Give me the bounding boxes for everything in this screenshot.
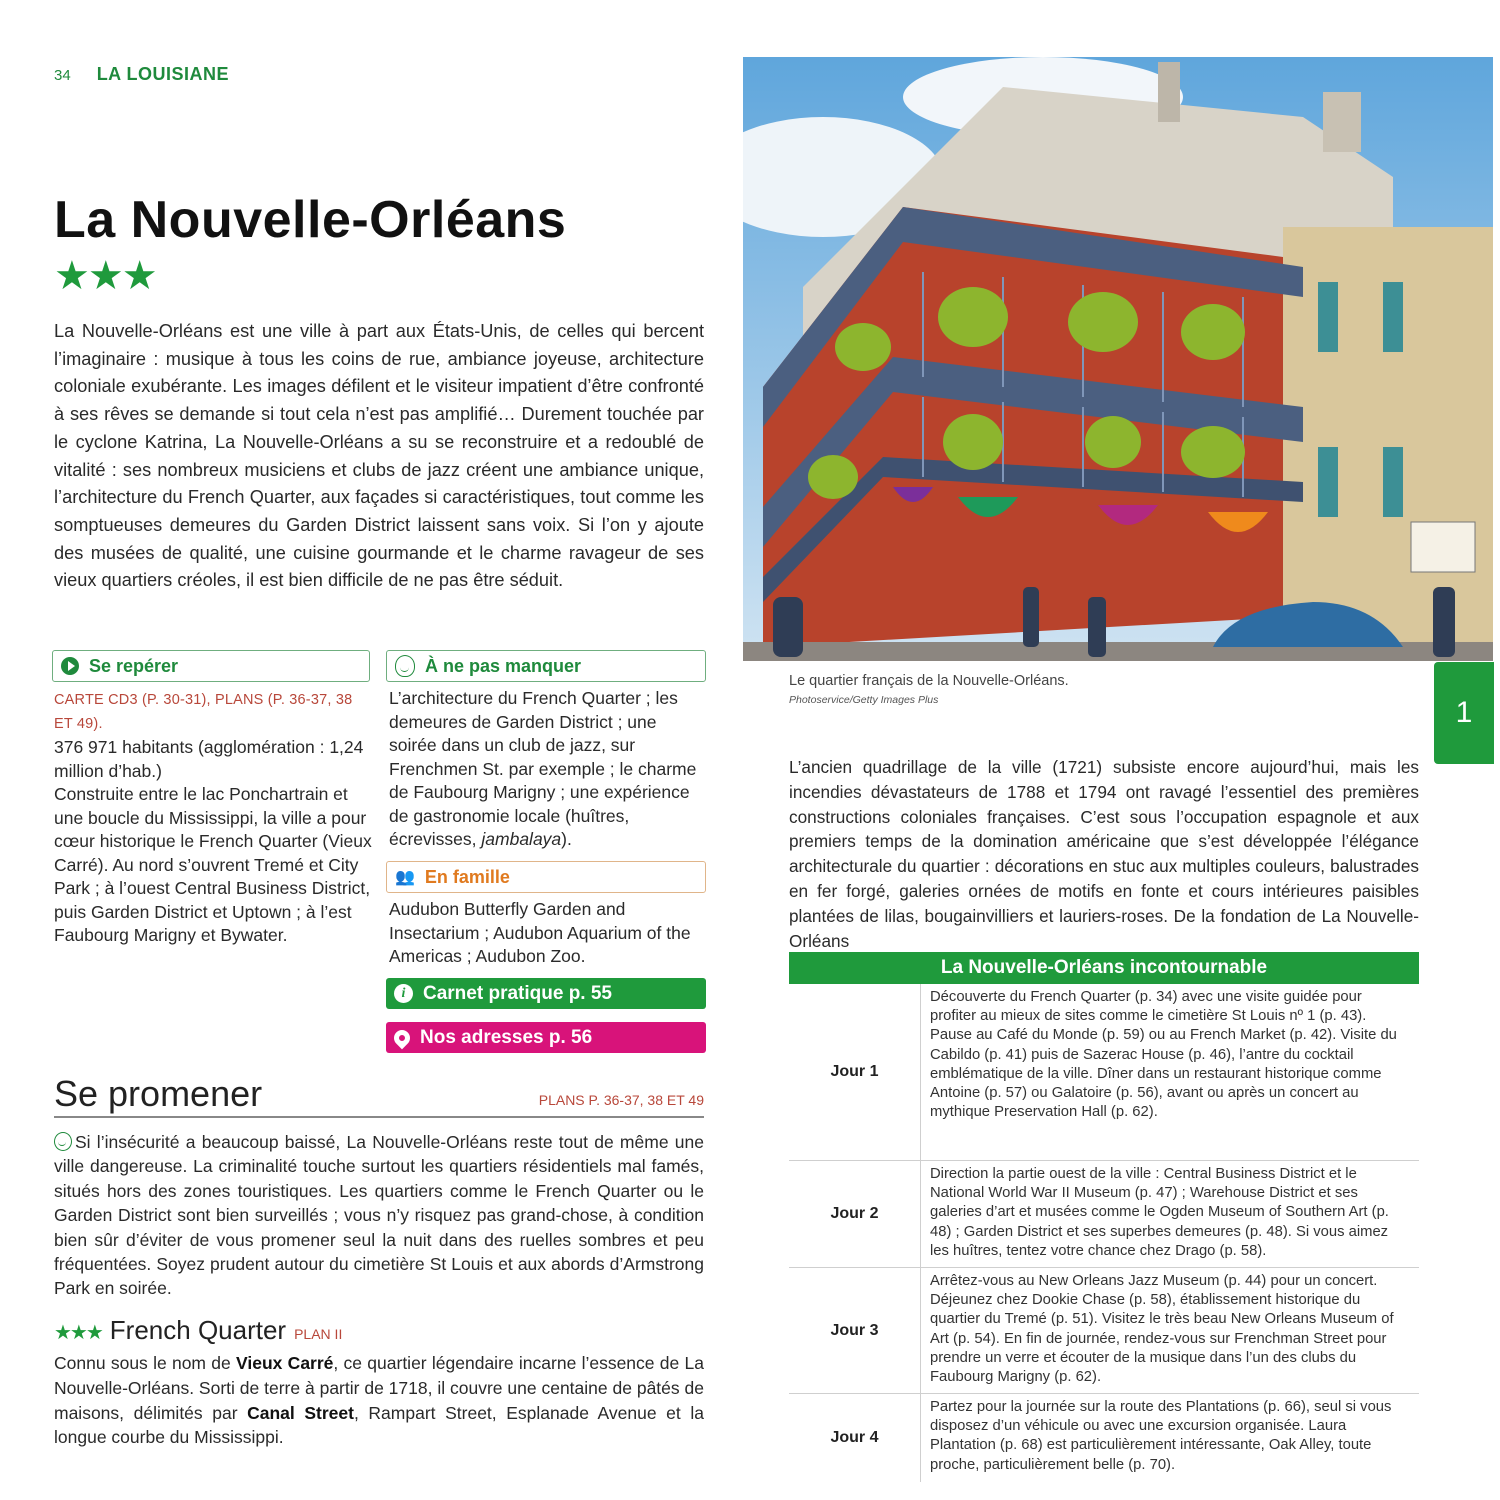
map-pin-icon	[391, 1026, 414, 1049]
photo-caption: Le quartier français de la Nouvelle-Orléans.	[789, 673, 1069, 689]
french-quarter-ref: PLAN II	[294, 1326, 343, 1342]
section-name: LA LOUISIANE	[96, 64, 230, 84]
chapter-tab[interactable]: 1	[1434, 662, 1494, 764]
a-ne-pas-manquer-header	[386, 650, 706, 682]
fq-text-2: , ce quartier légendaire incarne l’essence de La Nouvelle-Orléans. Sorti de terre à partir de 1718, il couvre une centaine de pâtés de maisons, délimités par	[54, 1353, 704, 1423]
en-famille-content: Audubon Butterfly Garden and Insectarium ; Audubon Aquarium of the Americas ; Audubon Zoo.	[389, 899, 691, 966]
a-ne-pas-manquer-content	[389, 687, 709, 852]
se-promener-heading: Se promener	[54, 1073, 263, 1114]
se-promener-text: Si l’insécurité a beaucoup baissé, La Nouvelle-Orléans reste tout de même une ville dangereuse. La criminalité touche surtout les quartiers résidentiels mal famés, situés hors des zones touristiques. Les quartiers comme le French Quarter ou le Garden District sont bien surveillés ; vous n’y risquez pas grand-chose, à condition bien sûr d’éviter de vous promener seul la nuit dans des ruelles sombres et peu fréquentées. Soyez prudent autour du cimetière St Louis et aux abords d’Armstrong Park en soirée.	[54, 1132, 704, 1299]
day-description: Découverte du French Quarter (p. 34) avec une visite guidée pour profiter au mieux de sites comme le cimetière St Louis nº 1 (p. 43). Pause au Café du Monde (p. 59) ou au French Market (p. 42). Visite du Cabildo (p. 41) puis de Sazerac House (p. 46), l’antre du cocktail emblématique de la ville. Dîner dans un restaurant historique comme Antoine (p. 57) ou Galatoire (p. 56), avant ou après un concert au mythique Preservation Hall (p. 62).	[930, 989, 1397, 1121]
population: 376 971 habitants (agglomération : 1,24 million d’hab.)	[54, 737, 364, 781]
se-reperer-heading: Se repérer	[89, 655, 179, 676]
day-label: Jour 3	[789, 1268, 921, 1393]
intro-paragraph: La Nouvelle-Orléans est une ville à part aux États-Unis, de celles qui bercent l’imaginaire : musique à tous les coins de rue, ambiance joyeuse, architecture coloniale exubérante. Les images défilent et le visiteur impatient d’être confronté à ses rêves se demande si tout cela n’est pas amplifié… Durement touchée par le cyclone Katrina, La Nouvelle-Orléans a su se reconstruire et a redoublé de vitalité : ses nombreux musiciens et clubs de jazz créent une ambiance unique, l’architecture du French Quarter, aux façades si caractéristiques, tout comme les somptueuses demeures du Garden District laissent sans voix. Si l’on y ajoute des musées de qualité, une cuisine gourmande et le charme ravageur de ses vieux quartiers créoles, il est bien difficile de ne pas être séduit.	[54, 321, 704, 591]
nos-adresses-link[interactable]	[386, 1022, 706, 1053]
highlights-italic: jambalaya	[481, 829, 562, 849]
fq-bold-1: Vieux Carré	[236, 1353, 334, 1373]
play-circle-icon	[61, 657, 79, 675]
itinerary-row	[789, 1268, 1419, 1394]
fq-text-1: Connu sous le nom de	[54, 1353, 237, 1373]
carnet-pratique-link[interactable]	[386, 978, 706, 1009]
carnet-pratique-label: Carnet pratique p. 55	[423, 982, 612, 1004]
itinerary-row	[789, 984, 1419, 1161]
day-label: Jour 4	[789, 1394, 921, 1482]
itinerary-table	[789, 952, 1419, 1482]
french-quarter-heading: French Quarter	[109, 1315, 287, 1345]
family-icon: 👥	[395, 869, 415, 886]
se-promener-heading-row	[54, 1073, 704, 1118]
day-label: Jour 1	[789, 984, 921, 1160]
french-quarter-paragraph	[54, 1351, 704, 1450]
fq-text-3: , Rampart Street, Esplanade Avenue et la longue courbe du Mississippi.	[54, 1402, 704, 1448]
rating-stars: ★★★	[54, 254, 156, 298]
photo-credit: Photoservice/Getty Images Plus	[789, 694, 939, 706]
en-famille-header	[386, 861, 706, 893]
info-icon: i	[394, 984, 413, 1003]
en-famille-heading: En famille	[424, 866, 510, 887]
se-reperer-content	[54, 688, 372, 948]
highlights-text: L’architecture du French Quarter ; les demeures de Garden District ; une soirée dans un club de jazz, sur Frenchmen St. par exemple ; le charme de Faubourg Marigny ; une expérience de gastronomie locale (huîtres, écrevisses,	[389, 688, 697, 849]
history-paragraph: L’ancien quadrillage de la ville (1721) subsiste encore aujourd’hui, mais les incendies dévastateurs de 1788 et 1794 ont ravagé l’essentiel des premières constructions coloniales françaises. C’est sous l’occupation espagnole et aux premiers temps de la domination américaine que s’est développée l’élégance architecturale du quartier : décorations en stuc aux multiples couleurs, balustrades en fer forgé, galeries ornées de motifs en fonte et cours intérieures paisibles plantées de lilas, bougainvilliers et lauriers-roses. De la fondation de La Nouvelle-Orléans	[789, 757, 1419, 951]
day-description: Partez pour la journée sur la route des Plantations (p. 66), seul si vous disposez d’un véhicule ou avec une excursion organisée. Laura Plantation (p. 68) est particulièrement intéressante, Oak Alley, toute proche, particulièrement belle (p. 70).	[930, 1399, 1392, 1473]
highlights-text-end: ).	[561, 829, 572, 849]
itinerary-row	[789, 1394, 1419, 1482]
page-title: La Nouvelle-Orléans	[54, 191, 567, 249]
smiley-face-icon	[54, 1132, 72, 1151]
page-number: 34	[54, 67, 71, 84]
smiley-face-icon	[395, 655, 415, 677]
running-header	[54, 64, 229, 85]
itinerary-row	[789, 1161, 1419, 1268]
location-description: Construite entre le lac Ponchartrain et une boucle du Mississippi, la ville a pour cœur historique le French Quarter (Vieux Carré). Au nord s’ouvrent Tremé et City Park ; à l’ouest Central Business District, puis Garden District et Uptown ; à l’est Faubourg Marigny et Bywater.	[54, 784, 372, 945]
nos-adresses-label: Nos adresses p. 56	[420, 1026, 593, 1048]
day-description: Arrêtez-vous au New Orleans Jazz Museum (p. 44) pour un concert. Déjeunez chez Dookie Chase (p. 58), établissement historique du quartier du Tremé (p. 51). Visitez le très beau New Orleans Museum of Art (p. 54). En fin de journée, rendez-vous sur Frenchman Street pour prendre un verre et écouter de la musique dans l’un des clubs du Faubourg Marigny (p. 62).	[930, 1273, 1394, 1386]
fq-bold-2: Canal Street	[247, 1402, 354, 1423]
se-promener-paragraph	[54, 1130, 704, 1301]
day-description: Direction la partie ouest de la ville : Central Business District et le National World War II Museum (p. 47) ; Warehouse District et ses galeries d’art et musées comme le Ogden Museum of Southern Art (p. 48) ; Garden District et ses superbes demeures (p. 48). Si vous aimez les huîtres, tentez votre chance chez Drago (p. 58).	[930, 1166, 1389, 1259]
french-quarter-stars: ★★★	[54, 1322, 102, 1344]
map-reference: CARTE CD3 (P. 30-31), PLANS (P. 36-37, 38 ET 49).	[54, 692, 353, 732]
se-reperer-header	[52, 650, 370, 682]
french-quarter-photo	[743, 57, 1493, 661]
itinerary-title: La Nouvelle-Orléans incontournable	[789, 952, 1419, 984]
se-promener-ref: PLANS P. 36-37, 38 ET 49	[538, 1092, 704, 1108]
french-quarter-heading-row	[54, 1315, 342, 1346]
a-ne-pas-manquer-heading: À ne pas manquer	[425, 655, 582, 676]
day-label: Jour 2	[789, 1161, 921, 1267]
